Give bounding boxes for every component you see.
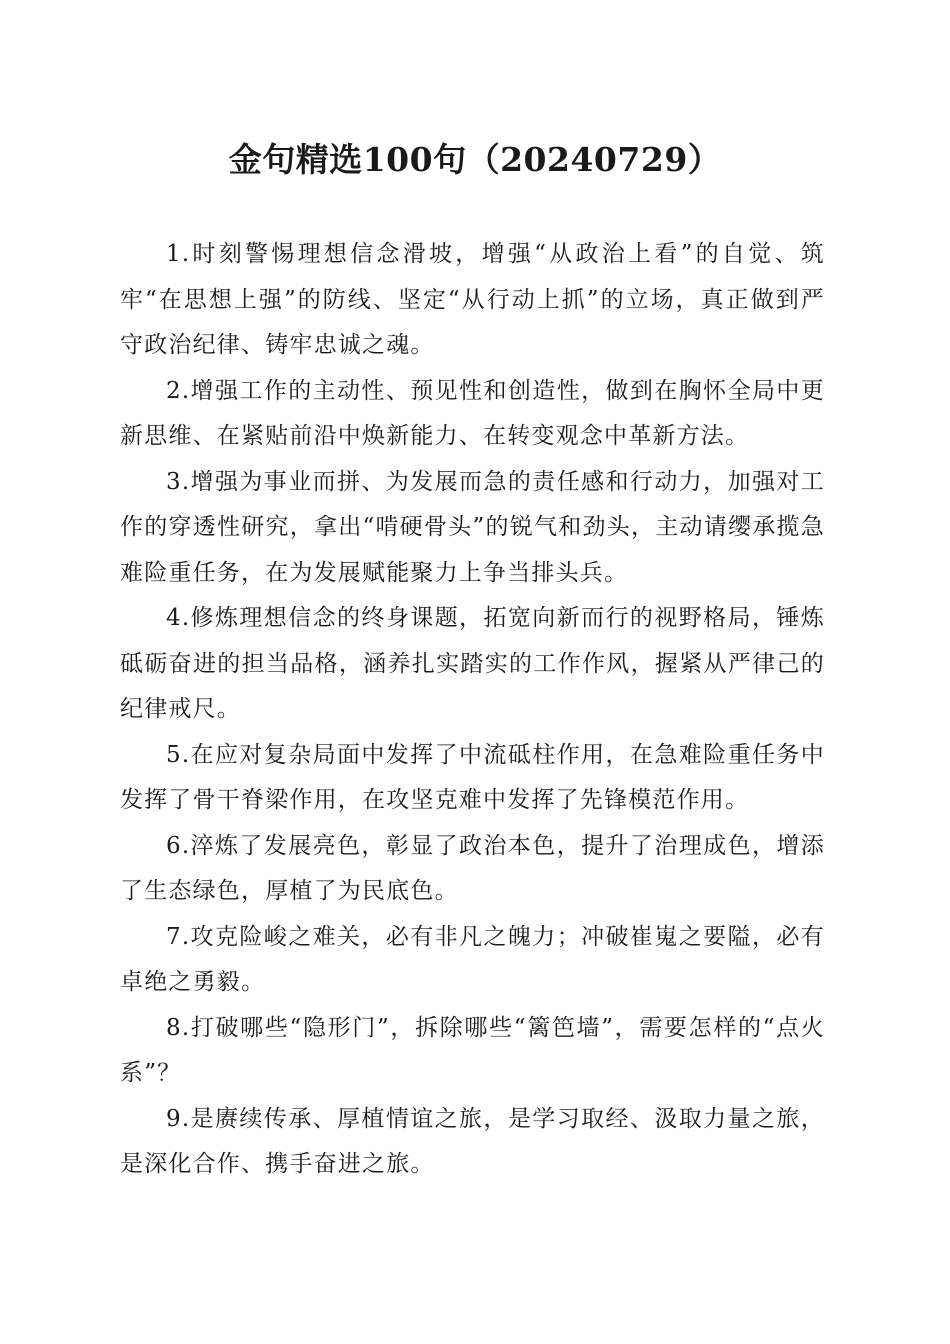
paragraph-3: 3.增强为事业而拼、为发展而急的责任感和行动力，加强对工作的穿透性研究，拿出“啃硬骨头”的锐气和劲头，主动请缨承揽急难险重任务，在为发展赋能聚力上争当排头兵。 xyxy=(120,468,825,586)
paragraph-7: 7.攻克险峻之难关，必有非凡之魄力；冲破崔嵬之要隘，必有卓绝之勇毅。 xyxy=(120,923,825,995)
paragraph-5: 5.在应对复杂局面中发挥了中流砥柱作用，在急难险重任务中发挥了骨干脊梁作用，在攻坚克难中发挥了先锋模范作用。 xyxy=(120,741,825,813)
paragraph-1: 1.时刻警惕理想信念滑坡，增强“从政治上看”的自觉、筑牢“在思想上强”的防线、坚定“从行动上抓”的立场，真正做到严守政治纪律、铸牢忠诚之魂。 xyxy=(120,241,825,358)
paragraph-9: 9.是赓续传承、厚植情谊之旅，是学习取经、汲取力量之旅，是深化合作、携手奋进之旅。 xyxy=(120,1105,825,1177)
paragraph-4: 4.修炼理想信念的终身课题，拓宽向新而行的视野格局，锤炼砥砺奋进的担当品格，涵养扎实踏实的工作作风，握紧从严律己的纪律戒尺。 xyxy=(120,605,825,722)
paragraph-8: 8.打破哪些“隐形门”，拆除哪些“篱笆墙”，需要怎样的“点火系”？ xyxy=(120,1014,825,1086)
document-title: 金句精选100句（20240729） xyxy=(228,140,722,179)
paragraph-2: 2.增强工作的主动性、预见性和创造性，做到在胸怀全局中更新思维、在紧贴前沿中焕新能力、在转变观念中革新方法。 xyxy=(120,377,825,449)
document-body xyxy=(120,232,825,1188)
paragraph-6: 6.淬炼了发展亮色，彰显了政治本色，提升了治理成色，增添了生态绿色，厚植了为民底色。 xyxy=(120,832,825,904)
